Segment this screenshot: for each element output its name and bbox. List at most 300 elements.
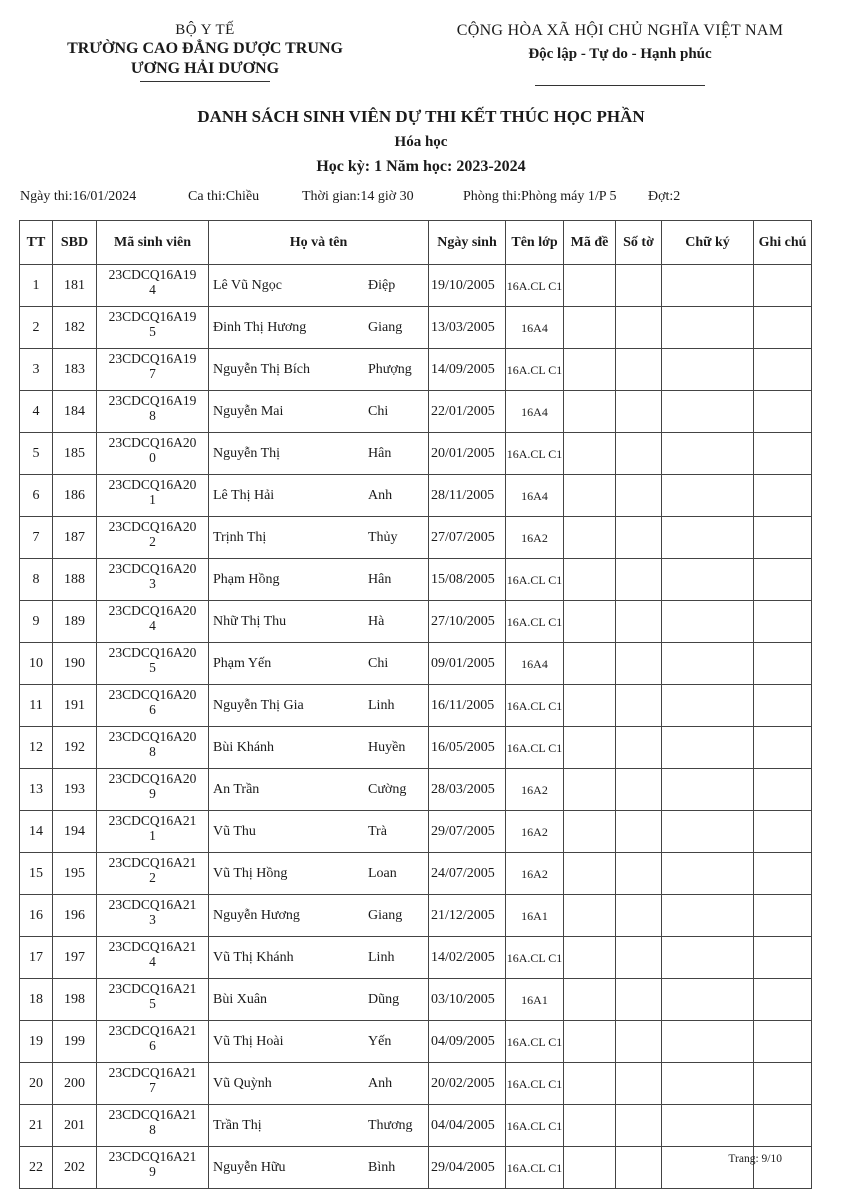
table-row bbox=[20, 1147, 812, 1189]
row-signature bbox=[662, 769, 754, 811]
row-sbd: 186 bbox=[53, 475, 97, 517]
student-id-part1: 23CDCQ16A19 bbox=[108, 393, 197, 408]
row-sbd: 199 bbox=[53, 1021, 97, 1063]
row-student-id bbox=[97, 475, 209, 517]
family-name: Vũ Thị Khánh bbox=[213, 949, 294, 965]
col-student-id: Mã sinh viên bbox=[97, 221, 209, 265]
row-exam-code bbox=[564, 349, 616, 391]
row-tt: 18 bbox=[20, 979, 53, 1021]
row-tt: 6 bbox=[20, 475, 53, 517]
row-student-id bbox=[97, 1063, 209, 1105]
given-name: Điệp bbox=[368, 277, 396, 293]
row-full-name bbox=[209, 265, 429, 307]
row-dob: 13/03/2005 bbox=[429, 307, 506, 349]
row-sbd: 197 bbox=[53, 937, 97, 979]
row-dob: 14/02/2005 bbox=[429, 937, 506, 979]
row-full-name bbox=[209, 727, 429, 769]
family-name: Nguyễn Thị bbox=[213, 445, 281, 461]
row-class: 16A4 bbox=[506, 307, 564, 349]
term-info: Học kỳ: 1 Năm học: 2023-2024 bbox=[316, 158, 526, 175]
student-id-part1: 23CDCQ16A21 bbox=[108, 1149, 197, 1164]
student-id-part1: 23CDCQ16A20 bbox=[108, 687, 197, 702]
row-student-id bbox=[97, 433, 209, 475]
row-note bbox=[754, 853, 812, 895]
row-signature bbox=[662, 433, 754, 475]
row-sheets bbox=[616, 391, 662, 433]
given-name: Giang bbox=[368, 907, 403, 923]
row-note bbox=[754, 307, 812, 349]
row-note bbox=[754, 1063, 812, 1105]
row-exam-code bbox=[564, 685, 616, 727]
row-dob: 29/04/2005 bbox=[429, 1147, 506, 1189]
row-exam-code bbox=[564, 811, 616, 853]
table-row bbox=[20, 979, 812, 1021]
row-student-id bbox=[97, 1147, 209, 1189]
family-name: Nguyễn Thị Bích bbox=[213, 361, 310, 377]
row-note bbox=[754, 769, 812, 811]
row-sbd: 200 bbox=[53, 1063, 97, 1105]
row-tt: 4 bbox=[20, 391, 53, 433]
given-name: Hân bbox=[368, 571, 392, 587]
row-dob: 20/02/2005 bbox=[429, 1063, 506, 1105]
row-student-id bbox=[97, 937, 209, 979]
row-note bbox=[754, 349, 812, 391]
row-sbd: 190 bbox=[53, 643, 97, 685]
row-full-name bbox=[209, 769, 429, 811]
table-row bbox=[20, 1021, 812, 1063]
student-id-part1: 23CDCQ16A21 bbox=[108, 1107, 197, 1122]
row-student-id bbox=[97, 811, 209, 853]
row-sheets bbox=[616, 307, 662, 349]
row-exam-code bbox=[564, 895, 616, 937]
row-full-name bbox=[209, 517, 429, 559]
row-sbd: 194 bbox=[53, 811, 97, 853]
student-id-part2: 3 bbox=[149, 912, 156, 927]
student-id-part1: 23CDCQ16A21 bbox=[108, 897, 197, 912]
table-row bbox=[20, 1105, 812, 1147]
given-name: Hân bbox=[368, 445, 392, 461]
family-name: An Trần bbox=[213, 781, 260, 797]
row-signature bbox=[662, 685, 754, 727]
student-table bbox=[19, 220, 812, 1189]
header-right-rule bbox=[535, 85, 705, 86]
row-class: 16A4 bbox=[506, 475, 564, 517]
row-note bbox=[754, 559, 812, 601]
row-signature bbox=[662, 853, 754, 895]
row-tt: 14 bbox=[20, 811, 53, 853]
row-class: 16A.CL C1 bbox=[506, 1021, 564, 1063]
row-dob: 27/10/2005 bbox=[429, 601, 506, 643]
student-id-part1: 23CDCQ16A20 bbox=[108, 561, 197, 576]
row-exam-code bbox=[564, 643, 616, 685]
table-row bbox=[20, 307, 812, 349]
row-tt: 19 bbox=[20, 1021, 53, 1063]
student-id-part2: 2 bbox=[149, 870, 156, 885]
student-id-part1: 23CDCQ16A20 bbox=[108, 729, 197, 744]
row-note bbox=[754, 811, 812, 853]
row-full-name bbox=[209, 307, 429, 349]
row-exam-code bbox=[564, 1147, 616, 1189]
row-class: 16A4 bbox=[506, 643, 564, 685]
row-sbd: 181 bbox=[53, 265, 97, 307]
family-name: Đinh Thị Hương bbox=[213, 319, 307, 335]
row-tt: 16 bbox=[20, 895, 53, 937]
student-id-part2: 8 bbox=[149, 1122, 156, 1137]
row-exam-code bbox=[564, 853, 616, 895]
row-class: 16A.CL C1 bbox=[506, 433, 564, 475]
student-id-part1: 23CDCQ16A21 bbox=[108, 981, 197, 996]
row-student-id bbox=[97, 265, 209, 307]
col-signature: Chữ ký bbox=[662, 221, 754, 265]
header-left-rule bbox=[140, 81, 270, 82]
col-full-name: Họ và tên bbox=[209, 221, 429, 265]
row-signature bbox=[662, 643, 754, 685]
row-note bbox=[754, 391, 812, 433]
col-class: Tên lớp bbox=[506, 221, 564, 265]
table-row bbox=[20, 475, 812, 517]
student-id-part2: 8 bbox=[149, 744, 156, 759]
row-tt: 5 bbox=[20, 433, 53, 475]
row-tt: 10 bbox=[20, 643, 53, 685]
row-full-name bbox=[209, 601, 429, 643]
family-name: Vũ Thu bbox=[213, 823, 256, 839]
col-dob: Ngày sinh bbox=[429, 221, 506, 265]
exam-shift: Ca thi:Chiều bbox=[188, 189, 260, 204]
row-note bbox=[754, 979, 812, 1021]
family-name: Lê Vũ Ngọc bbox=[213, 277, 282, 293]
student-id-part2: 5 bbox=[149, 996, 156, 1011]
row-exam-code bbox=[564, 937, 616, 979]
row-exam-code bbox=[564, 1063, 616, 1105]
row-signature bbox=[662, 895, 754, 937]
row-class: 16A.CL C1 bbox=[506, 601, 564, 643]
student-id-part2: 5 bbox=[149, 660, 156, 675]
row-sheets bbox=[616, 769, 662, 811]
row-student-id bbox=[97, 769, 209, 811]
row-dob: 29/07/2005 bbox=[429, 811, 506, 853]
row-dob: 27/07/2005 bbox=[429, 517, 506, 559]
row-full-name bbox=[209, 1063, 429, 1105]
student-id-part2: 4 bbox=[149, 954, 156, 969]
row-tt: 15 bbox=[20, 853, 53, 895]
row-tt: 22 bbox=[20, 1147, 53, 1189]
family-name: Phạm Yến bbox=[213, 655, 272, 671]
family-name: Lê Thị Hải bbox=[213, 487, 275, 503]
row-sheets bbox=[616, 853, 662, 895]
row-student-id bbox=[97, 685, 209, 727]
given-name: Thủy bbox=[368, 529, 398, 545]
row-class: 16A2 bbox=[506, 853, 564, 895]
table-header-row bbox=[20, 221, 812, 265]
row-signature bbox=[662, 601, 754, 643]
table-row bbox=[20, 643, 812, 685]
row-sheets bbox=[616, 937, 662, 979]
col-sbd: SBD bbox=[53, 221, 97, 265]
family-name: Trịnh Thị bbox=[213, 529, 267, 545]
row-student-id bbox=[97, 895, 209, 937]
row-note bbox=[754, 517, 812, 559]
row-dob: 04/04/2005 bbox=[429, 1105, 506, 1147]
row-dob: 15/08/2005 bbox=[429, 559, 506, 601]
given-name: Dũng bbox=[368, 991, 400, 1007]
row-note bbox=[754, 433, 812, 475]
student-id-part2: 1 bbox=[149, 492, 156, 507]
student-id-part2: 4 bbox=[149, 618, 156, 633]
given-name: Giang bbox=[368, 319, 403, 335]
row-student-id bbox=[97, 727, 209, 769]
row-tt: 7 bbox=[20, 517, 53, 559]
row-class: 16A4 bbox=[506, 391, 564, 433]
table-row bbox=[20, 391, 812, 433]
document-title: DANH SÁCH SINH VIÊN DỰ THI KẾT THÚC HỌC PHẦN bbox=[197, 107, 645, 126]
row-sheets bbox=[616, 811, 662, 853]
row-note bbox=[754, 601, 812, 643]
family-name: Vũ Thị Hoài bbox=[213, 1033, 284, 1049]
family-name: Bùi Xuân bbox=[213, 991, 268, 1007]
row-class: 16A.CL C1 bbox=[506, 937, 564, 979]
row-dob: 24/07/2005 bbox=[429, 853, 506, 895]
col-exam-code: Mã đề bbox=[564, 221, 616, 265]
row-class: 16A.CL C1 bbox=[506, 727, 564, 769]
table-row bbox=[20, 1063, 812, 1105]
table-row bbox=[20, 685, 812, 727]
page-number: Trang: 9/10 bbox=[728, 1153, 782, 1165]
given-name: Loan bbox=[368, 865, 397, 881]
row-sheets bbox=[616, 1063, 662, 1105]
row-exam-code bbox=[564, 979, 616, 1021]
table-row bbox=[20, 559, 812, 601]
table-row bbox=[20, 601, 812, 643]
row-exam-code bbox=[564, 307, 616, 349]
family-name: Nhữ Thị Thu bbox=[213, 613, 287, 629]
family-name: Nguyễn Hữu bbox=[213, 1159, 286, 1175]
row-class: 16A2 bbox=[506, 811, 564, 853]
row-exam-code bbox=[564, 475, 616, 517]
row-signature bbox=[662, 475, 754, 517]
row-class: 16A.CL C1 bbox=[506, 559, 564, 601]
family-name: Vũ Thị Hồng bbox=[213, 865, 288, 881]
row-sheets bbox=[616, 685, 662, 727]
row-sbd: 187 bbox=[53, 517, 97, 559]
row-signature bbox=[662, 391, 754, 433]
row-full-name bbox=[209, 811, 429, 853]
row-dob: 22/01/2005 bbox=[429, 391, 506, 433]
row-signature bbox=[662, 1105, 754, 1147]
row-dob: 28/11/2005 bbox=[429, 475, 506, 517]
row-signature bbox=[662, 307, 754, 349]
row-full-name bbox=[209, 433, 429, 475]
row-dob: 16/11/2005 bbox=[429, 685, 506, 727]
row-note bbox=[754, 643, 812, 685]
ministry-name: BỘ Y TẾ bbox=[175, 22, 235, 38]
row-sbd: 185 bbox=[53, 433, 97, 475]
row-sbd: 198 bbox=[53, 979, 97, 1021]
row-tt: 21 bbox=[20, 1105, 53, 1147]
given-name: Hà bbox=[368, 613, 385, 629]
table-row bbox=[20, 265, 812, 307]
table-row bbox=[20, 937, 812, 979]
table-row bbox=[20, 853, 812, 895]
col-tt: TT bbox=[20, 221, 53, 265]
row-sbd: 195 bbox=[53, 853, 97, 895]
table-row bbox=[20, 349, 812, 391]
given-name: Thương bbox=[368, 1117, 413, 1133]
exam-date: Ngày thi:16/01/2024 bbox=[20, 189, 137, 204]
given-name: Bình bbox=[368, 1159, 396, 1175]
family-name: Nguyễn Thị Gia bbox=[213, 697, 304, 713]
national-motto: Độc lập - Tự do - Hạnh phúc bbox=[528, 46, 712, 62]
row-tt: 11 bbox=[20, 685, 53, 727]
row-class: 16A1 bbox=[506, 979, 564, 1021]
row-tt: 12 bbox=[20, 727, 53, 769]
row-student-id bbox=[97, 1021, 209, 1063]
row-student-id bbox=[97, 643, 209, 685]
row-dob: 28/03/2005 bbox=[429, 769, 506, 811]
row-sbd: 201 bbox=[53, 1105, 97, 1147]
row-class: 16A2 bbox=[506, 769, 564, 811]
row-tt: 3 bbox=[20, 349, 53, 391]
row-full-name bbox=[209, 391, 429, 433]
row-full-name bbox=[209, 1147, 429, 1189]
row-signature bbox=[662, 349, 754, 391]
student-id-part2: 7 bbox=[149, 366, 156, 381]
exam-batch: Đợt:2 bbox=[648, 189, 681, 204]
family-name: Trần Thị bbox=[213, 1117, 262, 1133]
row-exam-code bbox=[564, 1021, 616, 1063]
row-note bbox=[754, 937, 812, 979]
row-student-id bbox=[97, 853, 209, 895]
table-row bbox=[20, 727, 812, 769]
student-id-part1: 23CDCQ16A19 bbox=[108, 267, 197, 282]
student-id-part1: 23CDCQ16A21 bbox=[108, 813, 197, 828]
student-id-part1: 23CDCQ16A20 bbox=[108, 519, 197, 534]
row-full-name bbox=[209, 685, 429, 727]
row-exam-code bbox=[564, 517, 616, 559]
row-signature bbox=[662, 1063, 754, 1105]
row-signature bbox=[662, 727, 754, 769]
row-student-id bbox=[97, 349, 209, 391]
table-body bbox=[20, 265, 812, 1189]
row-exam-code bbox=[564, 559, 616, 601]
student-id-part2: 2 bbox=[149, 534, 156, 549]
row-sheets bbox=[616, 517, 662, 559]
given-name: Trà bbox=[368, 823, 387, 839]
row-full-name bbox=[209, 979, 429, 1021]
row-tt: 1 bbox=[20, 265, 53, 307]
row-exam-code bbox=[564, 769, 616, 811]
row-class: 16A.CL C1 bbox=[506, 349, 564, 391]
header-left bbox=[20, 22, 390, 82]
row-class: 16A.CL C1 bbox=[506, 265, 564, 307]
row-class: 16A.CL C1 bbox=[506, 1105, 564, 1147]
given-name: Yến bbox=[368, 1033, 392, 1049]
row-full-name bbox=[209, 559, 429, 601]
row-class: 16A.CL C1 bbox=[506, 1147, 564, 1189]
table-row bbox=[20, 811, 812, 853]
given-name: Linh bbox=[368, 697, 395, 713]
row-student-id bbox=[97, 559, 209, 601]
row-class: 16A1 bbox=[506, 895, 564, 937]
student-id-part1: 23CDCQ16A19 bbox=[108, 309, 197, 324]
family-name: Nguyễn Hương bbox=[213, 907, 300, 923]
row-note bbox=[754, 1021, 812, 1063]
family-name: Nguyễn Mai bbox=[213, 403, 284, 419]
row-student-id bbox=[97, 391, 209, 433]
student-id-part1: 23CDCQ16A20 bbox=[108, 645, 197, 660]
row-exam-code bbox=[564, 265, 616, 307]
row-exam-code bbox=[564, 391, 616, 433]
row-sbd: 193 bbox=[53, 769, 97, 811]
row-sbd: 189 bbox=[53, 601, 97, 643]
row-sbd: 183 bbox=[53, 349, 97, 391]
family-name: Vũ Quỳnh bbox=[213, 1075, 272, 1091]
student-id-part2: 8 bbox=[149, 408, 156, 423]
row-sbd: 192 bbox=[53, 727, 97, 769]
row-sbd: 184 bbox=[53, 391, 97, 433]
student-id-part2: 3 bbox=[149, 576, 156, 591]
row-dob: 20/01/2005 bbox=[429, 433, 506, 475]
row-exam-code bbox=[564, 601, 616, 643]
row-full-name bbox=[209, 895, 429, 937]
row-class: 16A.CL C1 bbox=[506, 685, 564, 727]
row-sheets bbox=[616, 559, 662, 601]
row-sbd: 196 bbox=[53, 895, 97, 937]
row-full-name bbox=[209, 643, 429, 685]
row-sheets bbox=[616, 1147, 662, 1189]
table-row bbox=[20, 895, 812, 937]
row-sheets bbox=[616, 265, 662, 307]
row-dob: 04/09/2005 bbox=[429, 1021, 506, 1063]
row-signature bbox=[662, 937, 754, 979]
given-name: Huyền bbox=[368, 739, 406, 755]
row-sheets bbox=[616, 727, 662, 769]
row-tt: 2 bbox=[20, 307, 53, 349]
student-id-part1: 23CDCQ16A20 bbox=[108, 435, 197, 450]
row-dob: 16/05/2005 bbox=[429, 727, 506, 769]
col-sheets: Số tờ bbox=[616, 221, 662, 265]
row-note bbox=[754, 895, 812, 937]
student-id-part1: 23CDCQ16A19 bbox=[108, 351, 197, 366]
row-note bbox=[754, 685, 812, 727]
exam-room: Phòng thi:Phòng máy 1/P 5 bbox=[463, 189, 617, 204]
row-dob: 09/01/2005 bbox=[429, 643, 506, 685]
row-signature bbox=[662, 1021, 754, 1063]
row-full-name bbox=[209, 349, 429, 391]
country-name: CỘNG HÒA XÃ HỘI CHỦ NGHĨA VIỆT NAM bbox=[456, 22, 784, 39]
student-id-part2: 9 bbox=[149, 786, 156, 801]
row-note bbox=[754, 1105, 812, 1147]
row-sheets bbox=[616, 643, 662, 685]
row-student-id bbox=[97, 517, 209, 559]
row-class: 16A.CL C1 bbox=[506, 1063, 564, 1105]
given-name: Anh bbox=[368, 1075, 393, 1091]
row-sbd: 182 bbox=[53, 307, 97, 349]
row-student-id bbox=[97, 979, 209, 1021]
given-name: Cường bbox=[368, 781, 407, 797]
row-note bbox=[754, 727, 812, 769]
exam-time: Thời gian:14 giờ 30 bbox=[302, 189, 414, 204]
row-signature bbox=[662, 979, 754, 1021]
subject-name: Hóa học bbox=[394, 134, 448, 150]
student-id-part1: 23CDCQ16A21 bbox=[108, 939, 197, 954]
row-full-name bbox=[209, 853, 429, 895]
row-student-id bbox=[97, 601, 209, 643]
row-tt: 20 bbox=[20, 1063, 53, 1105]
row-exam-code bbox=[564, 433, 616, 475]
row-dob: 21/12/2005 bbox=[429, 895, 506, 937]
given-name: Phượng bbox=[368, 361, 412, 377]
student-id-part1: 23CDCQ16A21 bbox=[108, 1023, 197, 1038]
